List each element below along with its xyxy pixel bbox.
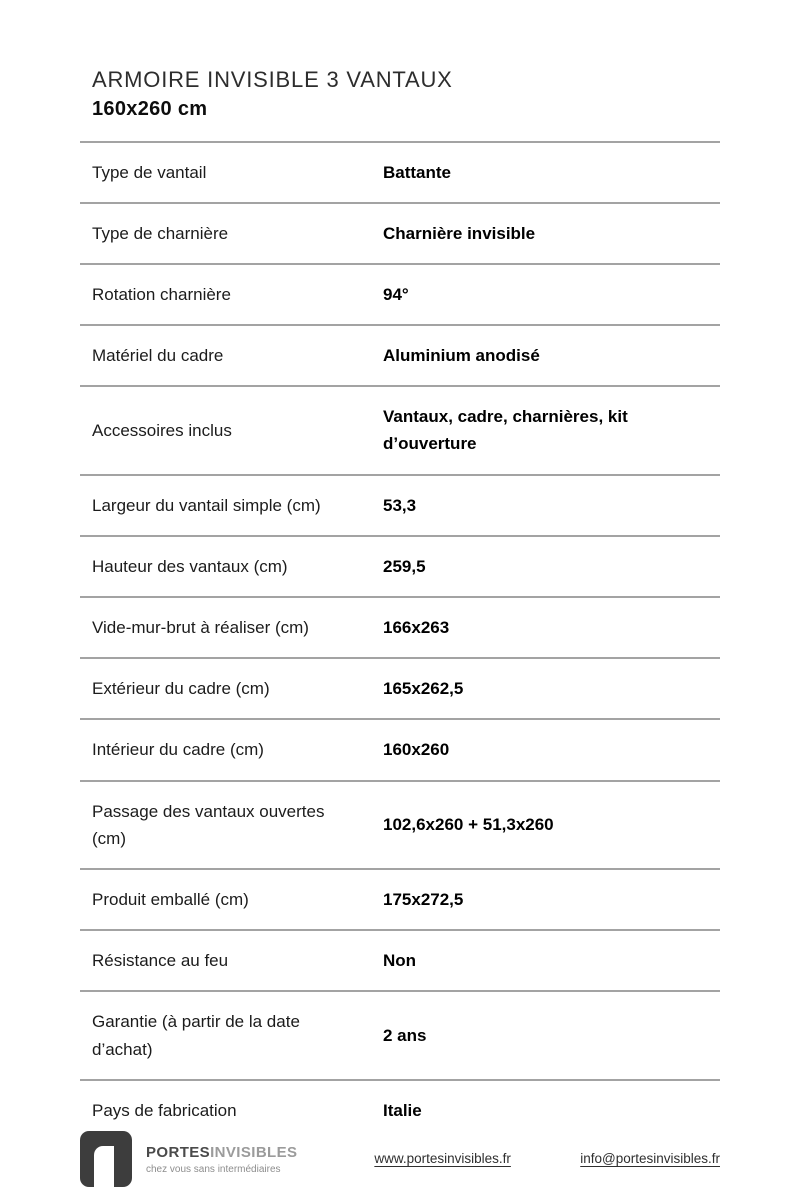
spec-value: 102,6x260 + 51,3x260	[383, 815, 554, 835]
product-size-subtitle: 160x260 cm	[92, 97, 208, 120]
spec-value: Battante	[383, 162, 452, 182]
spec-label: Vide-mur-brut à réaliser (cm)	[92, 618, 309, 637]
spec-label: Rotation charnière	[92, 284, 231, 304]
spec-label: Passage des vantaux ouvertes (cm)	[92, 801, 325, 848]
spec-label: Extérieur du cadre (cm)	[92, 679, 270, 699]
spec-value: Italie	[383, 1100, 422, 1120]
spec-label: Résistance au feu	[92, 951, 229, 971]
spec-label: Hauteur des vantaux (cm)	[92, 556, 288, 576]
brand-name-light: INVISIBLES	[210, 1143, 298, 1161]
page-header	[80, 0, 720, 121]
spec-label: Largeur du vantail simple (cm)	[92, 495, 321, 515]
brand-name	[146, 1144, 297, 1162]
spec-value: Vantaux, cadre, charnières, kit d’ouverture	[383, 407, 628, 454]
spec-row	[80, 657, 720, 718]
spec-value: 2 ans	[383, 1025, 427, 1045]
door-icon	[94, 1146, 114, 1187]
spec-row	[80, 596, 720, 657]
spec-label: Produit emballé (cm)	[92, 889, 249, 909]
spec-table	[80, 141, 720, 1140]
spec-value: 53,3	[383, 495, 417, 515]
brand-logo	[80, 1131, 132, 1187]
spec-value: Non	[383, 951, 417, 971]
spec-row	[80, 718, 720, 779]
product-title: ARMOIRE INVISIBLE 3 VANTAUX	[92, 67, 453, 92]
spec-row	[80, 202, 720, 263]
footer-right	[580, 1150, 720, 1168]
brand-name-bold: PORTES	[146, 1143, 211, 1161]
page-footer	[80, 1128, 720, 1190]
spec-row	[80, 324, 720, 385]
spec-row	[80, 474, 720, 535]
email-link[interactable]: info@portesinvisibles.fr	[580, 1151, 720, 1166]
brand-block	[80, 1131, 305, 1187]
spec-row	[80, 868, 720, 929]
spec-label: Intérieur du cadre (cm)	[92, 740, 264, 760]
spec-label: Accessoires inclus	[92, 420, 232, 440]
spec-label: Garantie (à partir de la date d’achat)	[92, 1012, 300, 1059]
spec-label: Pays de fabrication	[92, 1100, 237, 1120]
spec-row	[80, 780, 720, 868]
spec-row	[80, 141, 720, 202]
spec-value: 166x263	[383, 618, 450, 637]
spec-label: Matériel du cadre	[92, 346, 224, 366]
spec-value: 160x260	[383, 740, 450, 760]
spec-value: 94°	[383, 284, 409, 304]
website-link[interactable]: www.portesinvisibles.fr	[374, 1151, 511, 1166]
brand-text	[146, 1144, 297, 1175]
spec-label: Type de vantail	[92, 162, 207, 182]
spec-label: Type de charnière	[92, 223, 229, 243]
spec-value: 165x262,5	[383, 679, 464, 699]
spec-row	[80, 535, 720, 596]
spec-value: 175x272,5	[383, 889, 464, 909]
footer-center	[305, 1150, 580, 1168]
brand-tagline: chez vous sans intermédiaires	[146, 1163, 281, 1175]
spec-row	[80, 929, 720, 990]
spec-value: Charnière invisible	[383, 223, 536, 243]
spec-value: 259,5	[383, 556, 426, 576]
spec-row	[80, 990, 720, 1078]
spec-value: Aluminium anodisé	[383, 346, 540, 366]
spec-row	[80, 263, 720, 324]
spec-row	[80, 385, 720, 473]
